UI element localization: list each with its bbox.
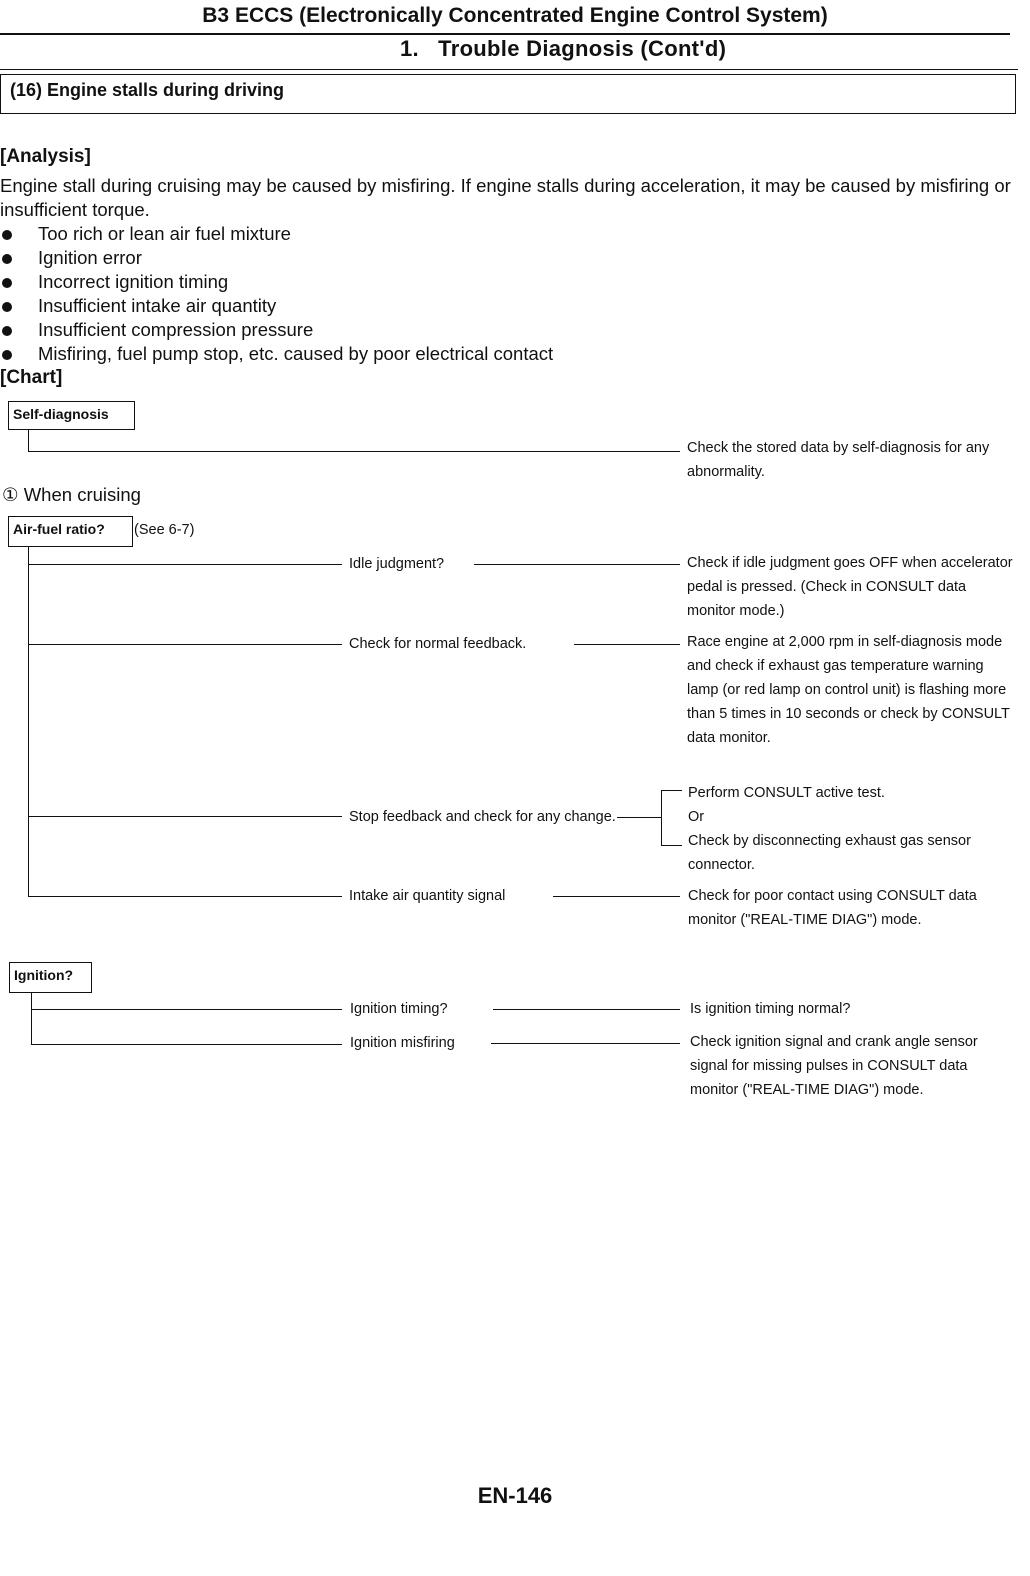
bullet-icon [2, 254, 12, 264]
connector-line [28, 430, 29, 451]
air-fuel-ratio-box: Air-fuel ratio? [8, 516, 133, 547]
connector-line [28, 564, 342, 565]
header-rule [0, 33, 1010, 35]
chart-heading: [Chart] [0, 367, 63, 388]
bracket-line [661, 790, 682, 791]
idle-judgment-desc: Check if idle judgment goes OFF when accelerator pedal is pressed. (Check in CONSULT data monitor mode.) [687, 555, 1013, 619]
connector-line [491, 1043, 680, 1044]
connector-line [28, 644, 342, 645]
bullet-text: Incorrect ignition timing [38, 271, 229, 292]
active-test-option: Perform CONSULT active test. [688, 785, 885, 801]
bracket-line [661, 790, 662, 845]
bullet-icon [2, 278, 12, 288]
connector-line [28, 816, 342, 817]
bullet-text: Ignition error [38, 247, 142, 268]
or-label: Or [688, 809, 705, 825]
page-number: EN-146 [477, 1483, 553, 1508]
bullet-icon [2, 230, 12, 240]
bullet-text: Insufficient intake air quantity [38, 295, 277, 316]
normal-feedback-desc: Race engine at 2,000 rpm in self-diagnosis mode and check if exhaust gas temperature warning lamp (or red lamp on control unit) is flashing more than 5 times in 10 seconds or check by CONSULT data monitor. [687, 634, 1010, 746]
disconnect-sensor-option: Check by disconnecting exhaust gas sensor connector. [688, 833, 971, 873]
connector-line [28, 896, 342, 897]
intake-air-label: Intake air quantity signal [349, 888, 506, 904]
bullet-icon [2, 350, 12, 360]
ignition-timing-label: Ignition timing? [350, 1001, 448, 1017]
section-title: (16) Engine stalls during driving [10, 80, 285, 100]
analysis-bullet [0, 270, 900, 294]
connector-line [28, 451, 680, 452]
air-fuel-trunk-line [28, 547, 29, 896]
bullet-icon [2, 302, 12, 312]
ignition-misfiring-label: Ignition misfiring [350, 1035, 455, 1051]
self-diagnosis-desc: Check the stored data by self-diagnosis for any abnormality. [687, 440, 990, 480]
ignition-timing-desc: Is ignition timing normal? [690, 1001, 851, 1017]
idle-judgment-label: Idle judgment? [349, 556, 445, 572]
analysis-bullet [0, 318, 900, 342]
ignition-misfiring-desc: Check ignition signal and crank angle sensor signal for missing pulses in CONSULT data monitor ("REAL-TIME DIAG") mode. [690, 1034, 978, 1098]
connector-line [553, 896, 680, 897]
normal-feedback-label: Check for normal feedback. [349, 636, 527, 652]
analysis-bullet [0, 294, 900, 318]
self-diagnosis-box: Self-diagnosis [8, 401, 135, 430]
stop-feedback-label: Stop feedback and check for any change. [349, 809, 616, 825]
connector-line [617, 817, 661, 818]
cruising-label: ① When cruising [2, 484, 141, 505]
page-subtitle: 1. Trouble Diagnosis (Cont'd) [400, 36, 727, 61]
analysis-bullet [0, 342, 900, 366]
intake-air-desc: Check for poor contact using CONSULT data monitor ("REAL-TIME DIAG") mode. [688, 888, 977, 928]
bullet-text: Too rich or lean air fuel mixture [38, 223, 291, 244]
document-title: B3 ECCS (Electronically Concentrated Engine Control System) [202, 4, 828, 27]
bullet-text: Misfiring, fuel pump stop, etc. caused by poor electrical contact [38, 343, 554, 364]
analysis-heading: [Analysis] [0, 146, 91, 167]
air-fuel-see-ref: (See 6-7) [134, 522, 195, 538]
analysis-bullet [0, 222, 900, 246]
ignition-trunk-line [31, 993, 32, 1045]
analysis-intro: Engine stall during cruising may be caused by misfiring. If engine stalls during acceleration, it may be caused by misfiring or insufficient torque. [0, 175, 1011, 220]
analysis-bullet [0, 246, 900, 270]
bullet-text: Insufficient compression pressure [38, 319, 314, 340]
connector-line [31, 1009, 342, 1010]
connector-line [31, 1044, 342, 1045]
subtitle-rule [0, 69, 1018, 70]
connector-line [474, 564, 680, 565]
connector-line [493, 1009, 680, 1010]
bracket-line [661, 845, 682, 846]
bullet-icon [2, 326, 12, 336]
connector-line [574, 644, 680, 645]
ignition-box: Ignition? [9, 962, 92, 993]
